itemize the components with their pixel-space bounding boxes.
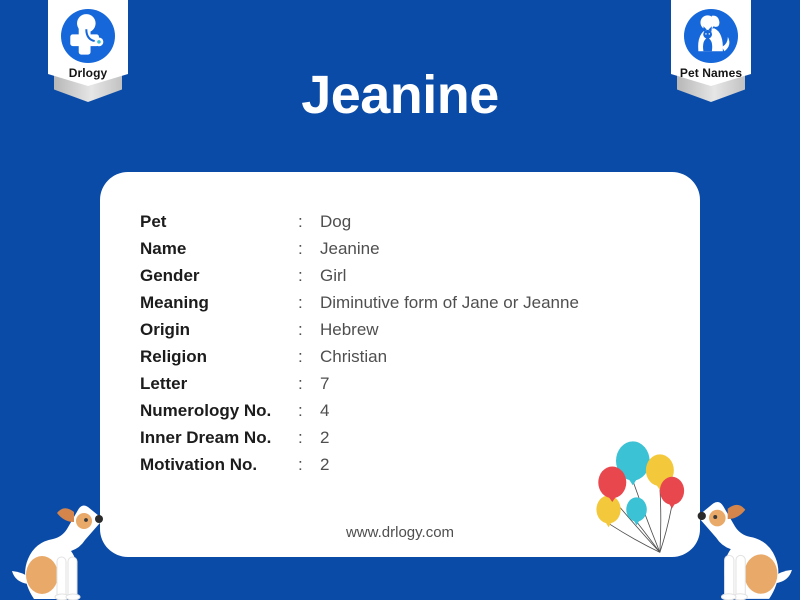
info-label: Religion	[140, 346, 208, 366]
info-separator: :	[298, 427, 303, 447]
info-row	[140, 343, 660, 370]
pet-name-title: Jeanine	[301, 65, 499, 125]
info-separator: :	[298, 211, 303, 231]
info-value: Girl	[320, 265, 347, 285]
info-value: 7	[320, 373, 330, 393]
info-separator: :	[298, 265, 303, 285]
info-separator: :	[298, 292, 303, 312]
info-row	[140, 397, 660, 424]
info-value: 2	[320, 427, 330, 447]
info-value: Jeanine	[320, 238, 380, 258]
dog-illustration-left	[10, 494, 120, 600]
info-value: Christian	[320, 346, 388, 366]
info-row	[140, 316, 660, 343]
info-label: Gender	[140, 265, 200, 285]
info-value: Hebrew	[320, 319, 379, 339]
info-label: Meaning	[140, 292, 209, 312]
info-separator: :	[298, 319, 303, 339]
info-label: Pet	[140, 211, 167, 231]
info-value: 4	[320, 400, 330, 420]
info-row	[140, 235, 660, 262]
dog-illustration-right	[680, 490, 794, 600]
website-url: www.drlogy.com	[345, 524, 455, 541]
info-value: Diminutive form of Jane or Jeanne	[320, 292, 579, 312]
info-label: Inner Dream No.	[140, 427, 272, 447]
info-label: Name	[140, 238, 187, 258]
info-value: Dog	[320, 211, 352, 231]
info-row	[140, 289, 660, 316]
info-row	[140, 208, 660, 235]
info-label: Origin	[140, 319, 191, 339]
info-separator: :	[298, 238, 303, 258]
info-label: Letter	[140, 373, 188, 393]
dog-and-cat-icon	[684, 9, 738, 63]
info-rows	[140, 208, 660, 478]
info-row	[140, 424, 660, 451]
badge-label: Drlogy	[68, 66, 108, 80]
info-row	[140, 262, 660, 289]
info-separator: :	[298, 400, 303, 420]
info-value: 2	[320, 454, 330, 474]
drlogy-stethoscope-cross-icon	[61, 9, 115, 63]
drlogy-badge	[48, 0, 128, 112]
info-separator: :	[298, 373, 303, 393]
info-separator: :	[298, 454, 303, 474]
info-row	[140, 451, 660, 478]
badge-label: Pet Names	[679, 66, 743, 80]
pet-names-badge	[671, 0, 751, 112]
info-separator: :	[298, 346, 303, 366]
info-label: Motivation No.	[140, 454, 258, 474]
info-label: Numerology No.	[140, 400, 272, 420]
pet-name-card	[100, 172, 700, 557]
info-row	[140, 370, 660, 397]
